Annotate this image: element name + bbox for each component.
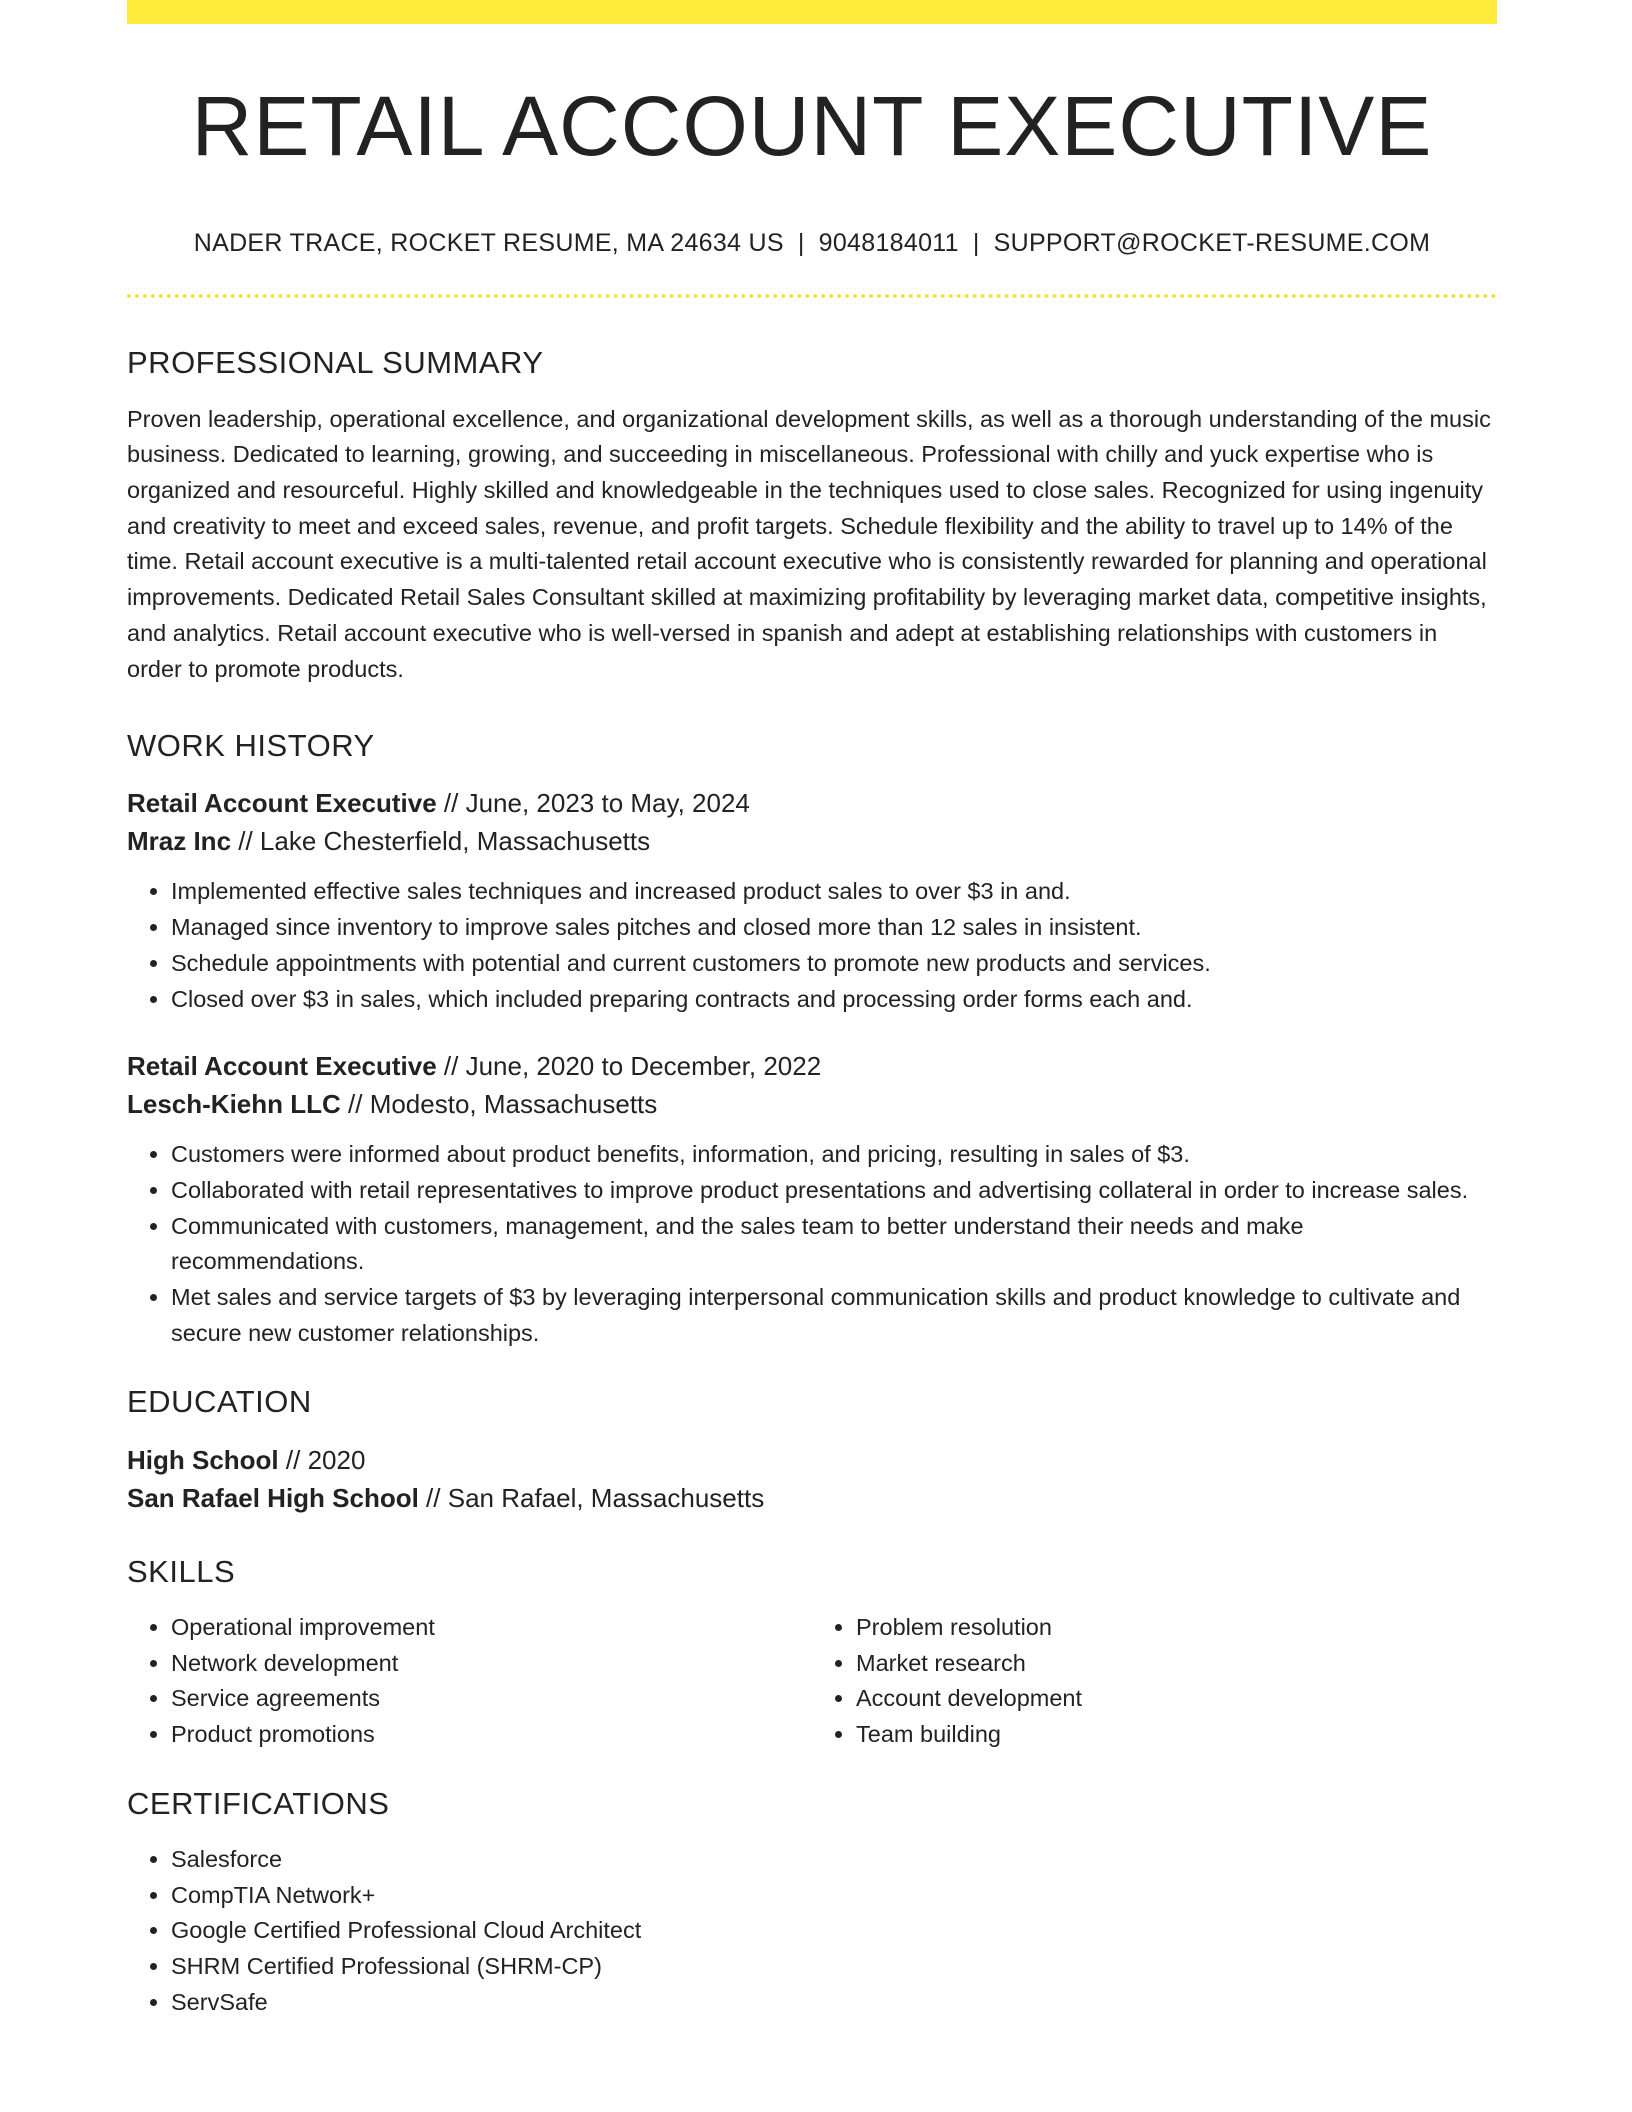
contact-separator: | [797,229,805,258]
contact-separator: | [972,229,980,258]
skill-item: • Network development [171,1646,812,1682]
summary-text: Proven leadership, operational excellence, and organizational development skills, as well as a thorough understanding of the music business. Dedicated to learning, growing, and succeeding in miscellaneous. Professional with chilly and yuck expertise who is organized and resourceful. Highly skilled and knowledgeable in the techniques used to close sales. Recognized for using ingenuity and creativity to meet and exceed sales, revenue, and profit targets. Schedule flexibility and the ability to travel up to 14% of the time. Retail account executive is a multi-talented retail account executive who is consistently rewarded for planning and operational improvements. Dedicated Retail Sales Consultant skilled at maximizing profitability by leveraging market data, competitive insights, and analytics. Retail account executive who is well-versed in spanish and adept at establishing relationships with customers in order to promote products. [127,405,1491,682]
resume-name: RETAIL ACCOUNT EXECUTIVE [191,79,1433,173]
contact-address: NADER TRACE, ROCKET RESUME, MA 24634 US [193,229,784,258]
certification-item: • ServSafe [171,1985,1497,2021]
skill-item: • Product promotions [171,1717,812,1753]
education-degree: High School [127,1444,279,1475]
job-bullet: • Collaborated with retail representatives to improve product presentations and advertising collateral in order to increase sales. [171,1173,1497,1209]
education-degree-line [127,1441,1497,1479]
education-year: // 2020 [278,1444,366,1475]
job-bullet: • Customers were informed about product benefits, information, and pricing, resulting in sales of $3. [171,1137,1497,1173]
job-company-line [127,822,1497,860]
job-role: Retail Account Executive [127,788,437,819]
job-dates: // June, 2020 to December, 2022 [436,1051,822,1082]
job-entry [127,784,1497,1017]
job-company-line [127,1085,1497,1123]
education-school-line [127,1479,1497,1517]
job-company: Mraz Inc [127,826,232,857]
job-role: Retail Account Executive [127,1051,437,1082]
education-heading: EDUCATION [127,1384,312,1420]
job-location: // Modesto, Massachusetts [340,1089,658,1120]
skill-item: • Service agreements [171,1681,812,1717]
resume-content [127,0,1497,2020]
certification-item: • Salesforce [171,1842,1497,1878]
job-bullet: • Implemented effective sales techniques and increased product sales to over $3 in and. [171,874,1497,910]
education-school: San Rafael High School [127,1482,419,1513]
skill-item: • Operational improvement [171,1610,812,1646]
skill-item: • Team building [856,1717,1497,1753]
job-location: // Lake Chesterfield, Massachusetts [231,826,651,857]
job-bullet: • Closed over $3 in sales, which included preparing contracts and processing order forms each and. [171,982,1497,1018]
job-bullets [127,1137,1497,1351]
contact-email: SUPPORT@ROCKET-RESUME.COM [993,229,1431,258]
job-bullet: • Managed since inventory to improve sales pitches and closed more than 12 sales in insistent. [171,910,1497,946]
job-company: Lesch-Kiehn LLC [127,1089,341,1120]
job-bullet: • Communicated with customers, management, and the sales team to better understand their needs and make recommendations. [171,1209,1497,1280]
certifications-list [127,1842,1497,2021]
skill-item: • Market research [856,1646,1497,1682]
certifications-heading: CERTIFICATIONS [127,1785,390,1821]
skill-item: • Problem resolution [856,1610,1497,1646]
dotted-divider [127,294,1497,298]
skill-item: • Account development [856,1681,1497,1717]
job-dates: // June, 2023 to May, 2024 [436,788,750,819]
certification-item: • Google Certified Professional Cloud Architect [171,1913,1497,1949]
skills-heading: SKILLS [127,1553,236,1589]
certification-item: • CompTIA Network+ [171,1878,1497,1914]
contact-line [127,228,1497,258]
summary-heading: PROFESSIONAL SUMMARY [127,345,544,381]
certification-item: • SHRM Certified Professional (SHRM-CP) [171,1949,1497,1985]
skills-grid [127,1610,1497,1753]
skills-list-right [812,1610,1497,1753]
work-history-heading: WORK HISTORY [127,728,375,764]
education-entry [127,1441,1497,1517]
education-location: // San Rafael, Massachusetts [418,1482,765,1513]
top-accent-bar [127,0,1497,24]
job-bullet: • Met sales and service targets of $3 by leveraging interpersonal communication skills and product knowledge to cultivate and secure new customer relationships. [171,1280,1497,1351]
job-bullet: • Schedule appointments with potential and current customers to promote new products and services. [171,946,1497,982]
job-entry [127,1047,1497,1351]
job-title-line [127,1047,1497,1085]
skills-list-left [127,1610,812,1753]
job-bullets [127,874,1497,1017]
contact-phone: 9048184011 [818,229,959,258]
job-title-line [127,784,1497,822]
